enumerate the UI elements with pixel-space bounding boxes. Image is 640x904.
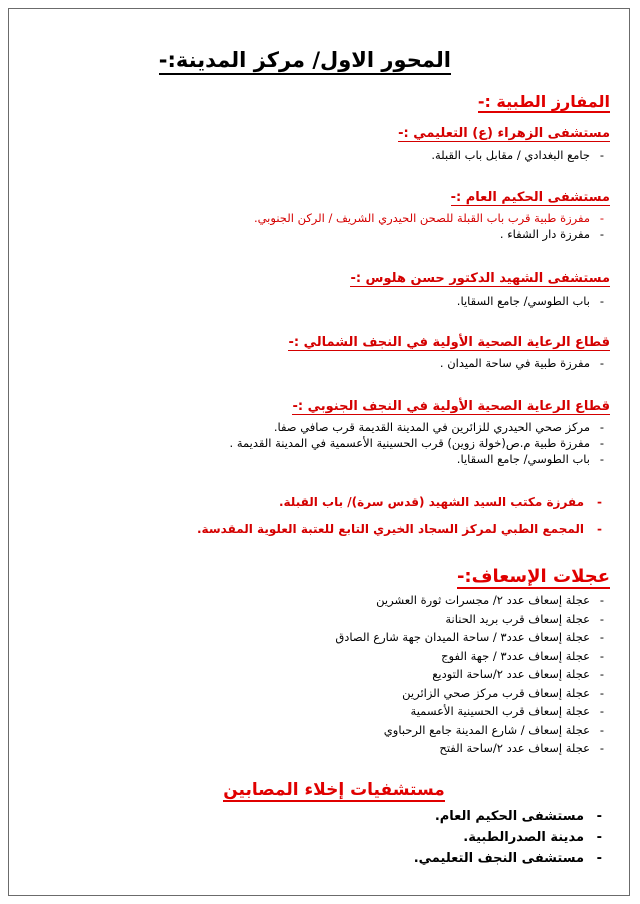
list-item: - مستشفى الحكيم العام.	[20, 806, 610, 827]
list-item: - مفرزة طبية قرب باب القبلة للصحن الحيدري الشريف / الركن الجنوبي.	[20, 210, 610, 226]
list-item: - مركز صحي الحيدري للزائرين في المدينة القديمة قرب صافي صفا.	[20, 419, 610, 435]
section-heading-ambulance: عجلات الإسعاف:-	[456, 566, 610, 587]
group-zahraa	[20, 125, 610, 163]
list-item: - عجلة إسعاف قرب الحسينية الأعسمية	[20, 702, 610, 721]
section-ambulance	[20, 566, 610, 758]
list-item: - جامع البغدادي / مقابل باب القبلة.	[20, 147, 610, 163]
list-item: - مستشفى النجف التعليمي.	[20, 848, 610, 869]
section-heading-medical: المفارز الطبية :-	[477, 92, 610, 111]
list-item: - مفرزة طبية في ساحة الميدان .	[20, 355, 610, 371]
page-title: المحور الاول/ مركز المدينة:-	[159, 48, 451, 75]
group-title: مستشفى الزهراء (ع) التعليمي :-	[398, 126, 610, 141]
list-item: - باب الطوسي/ جامع السقايا.	[20, 451, 610, 467]
list-item: - عجلة إسعاف عدد٣ / ساحة الميدان جهة شارع الصادق	[20, 628, 610, 647]
list-item: - عجلة إسعاف عدد ٢/ساحة التوديع	[20, 665, 610, 684]
list-item: - مفرزة مكتب السيد الشهيد (قدس سرة)/ باب القبلة.	[20, 494, 610, 511]
list-item: - عجلة إسعاف عدد٣ / جهة الفوج	[20, 647, 610, 666]
extra-detachments	[20, 494, 610, 538]
group-south	[20, 398, 610, 467]
ambulance-list	[20, 591, 610, 758]
section-evac	[0, 778, 640, 802]
group-hakim	[20, 189, 610, 242]
evac-list	[20, 806, 610, 869]
group-halloos	[20, 270, 610, 309]
group-title: مستشفى الحكيم العام :-	[450, 190, 610, 205]
list-item: - مدينة الصدرالطبية.	[20, 827, 610, 848]
group-north	[20, 334, 610, 371]
list-item: - باب الطوسي/ جامع السقايا.	[20, 293, 610, 309]
section-heading-evac: مستشفيات إخلاء المصابين	[223, 780, 445, 800]
list-item: - مفرزة دار الشفاء .	[20, 226, 610, 242]
group-title: مستشفى الشهيد الدكتور حسن هلوس :-	[350, 271, 610, 286]
group-title: قطاع الرعاية الصحية الأولية في النجف الجنوبي :-	[292, 399, 610, 414]
group-title: قطاع الرعاية الصحية الأولية في النجف الشمالي :-	[288, 335, 610, 350]
list-item: - عجلة إسعاف قرب بريد الحنانة	[20, 610, 610, 629]
section-medical	[20, 92, 610, 112]
list-item: - عجلة إسعاف عدد ٢/ مجسرات ثورة العشرين	[20, 591, 610, 610]
list-item: - المجمع الطبي لمركز السجاد الخيري التابع للعتبة العلوية المقدسة.	[20, 521, 610, 538]
list-item: - عجلة إسعاف عدد ٢/ساحة الفتح	[20, 739, 610, 758]
list-item: - مفرزة طبية م.ص(خولة زوين) قرب الحسينية الأعسمية في المدينة القديمة .	[20, 435, 610, 451]
list-item: - عجلة إسعاف قرب مركز صحي الزائرين	[20, 684, 610, 703]
list-item: - عجلة إسعاف / شارع المدينة جامع الرحباوي	[20, 721, 610, 740]
